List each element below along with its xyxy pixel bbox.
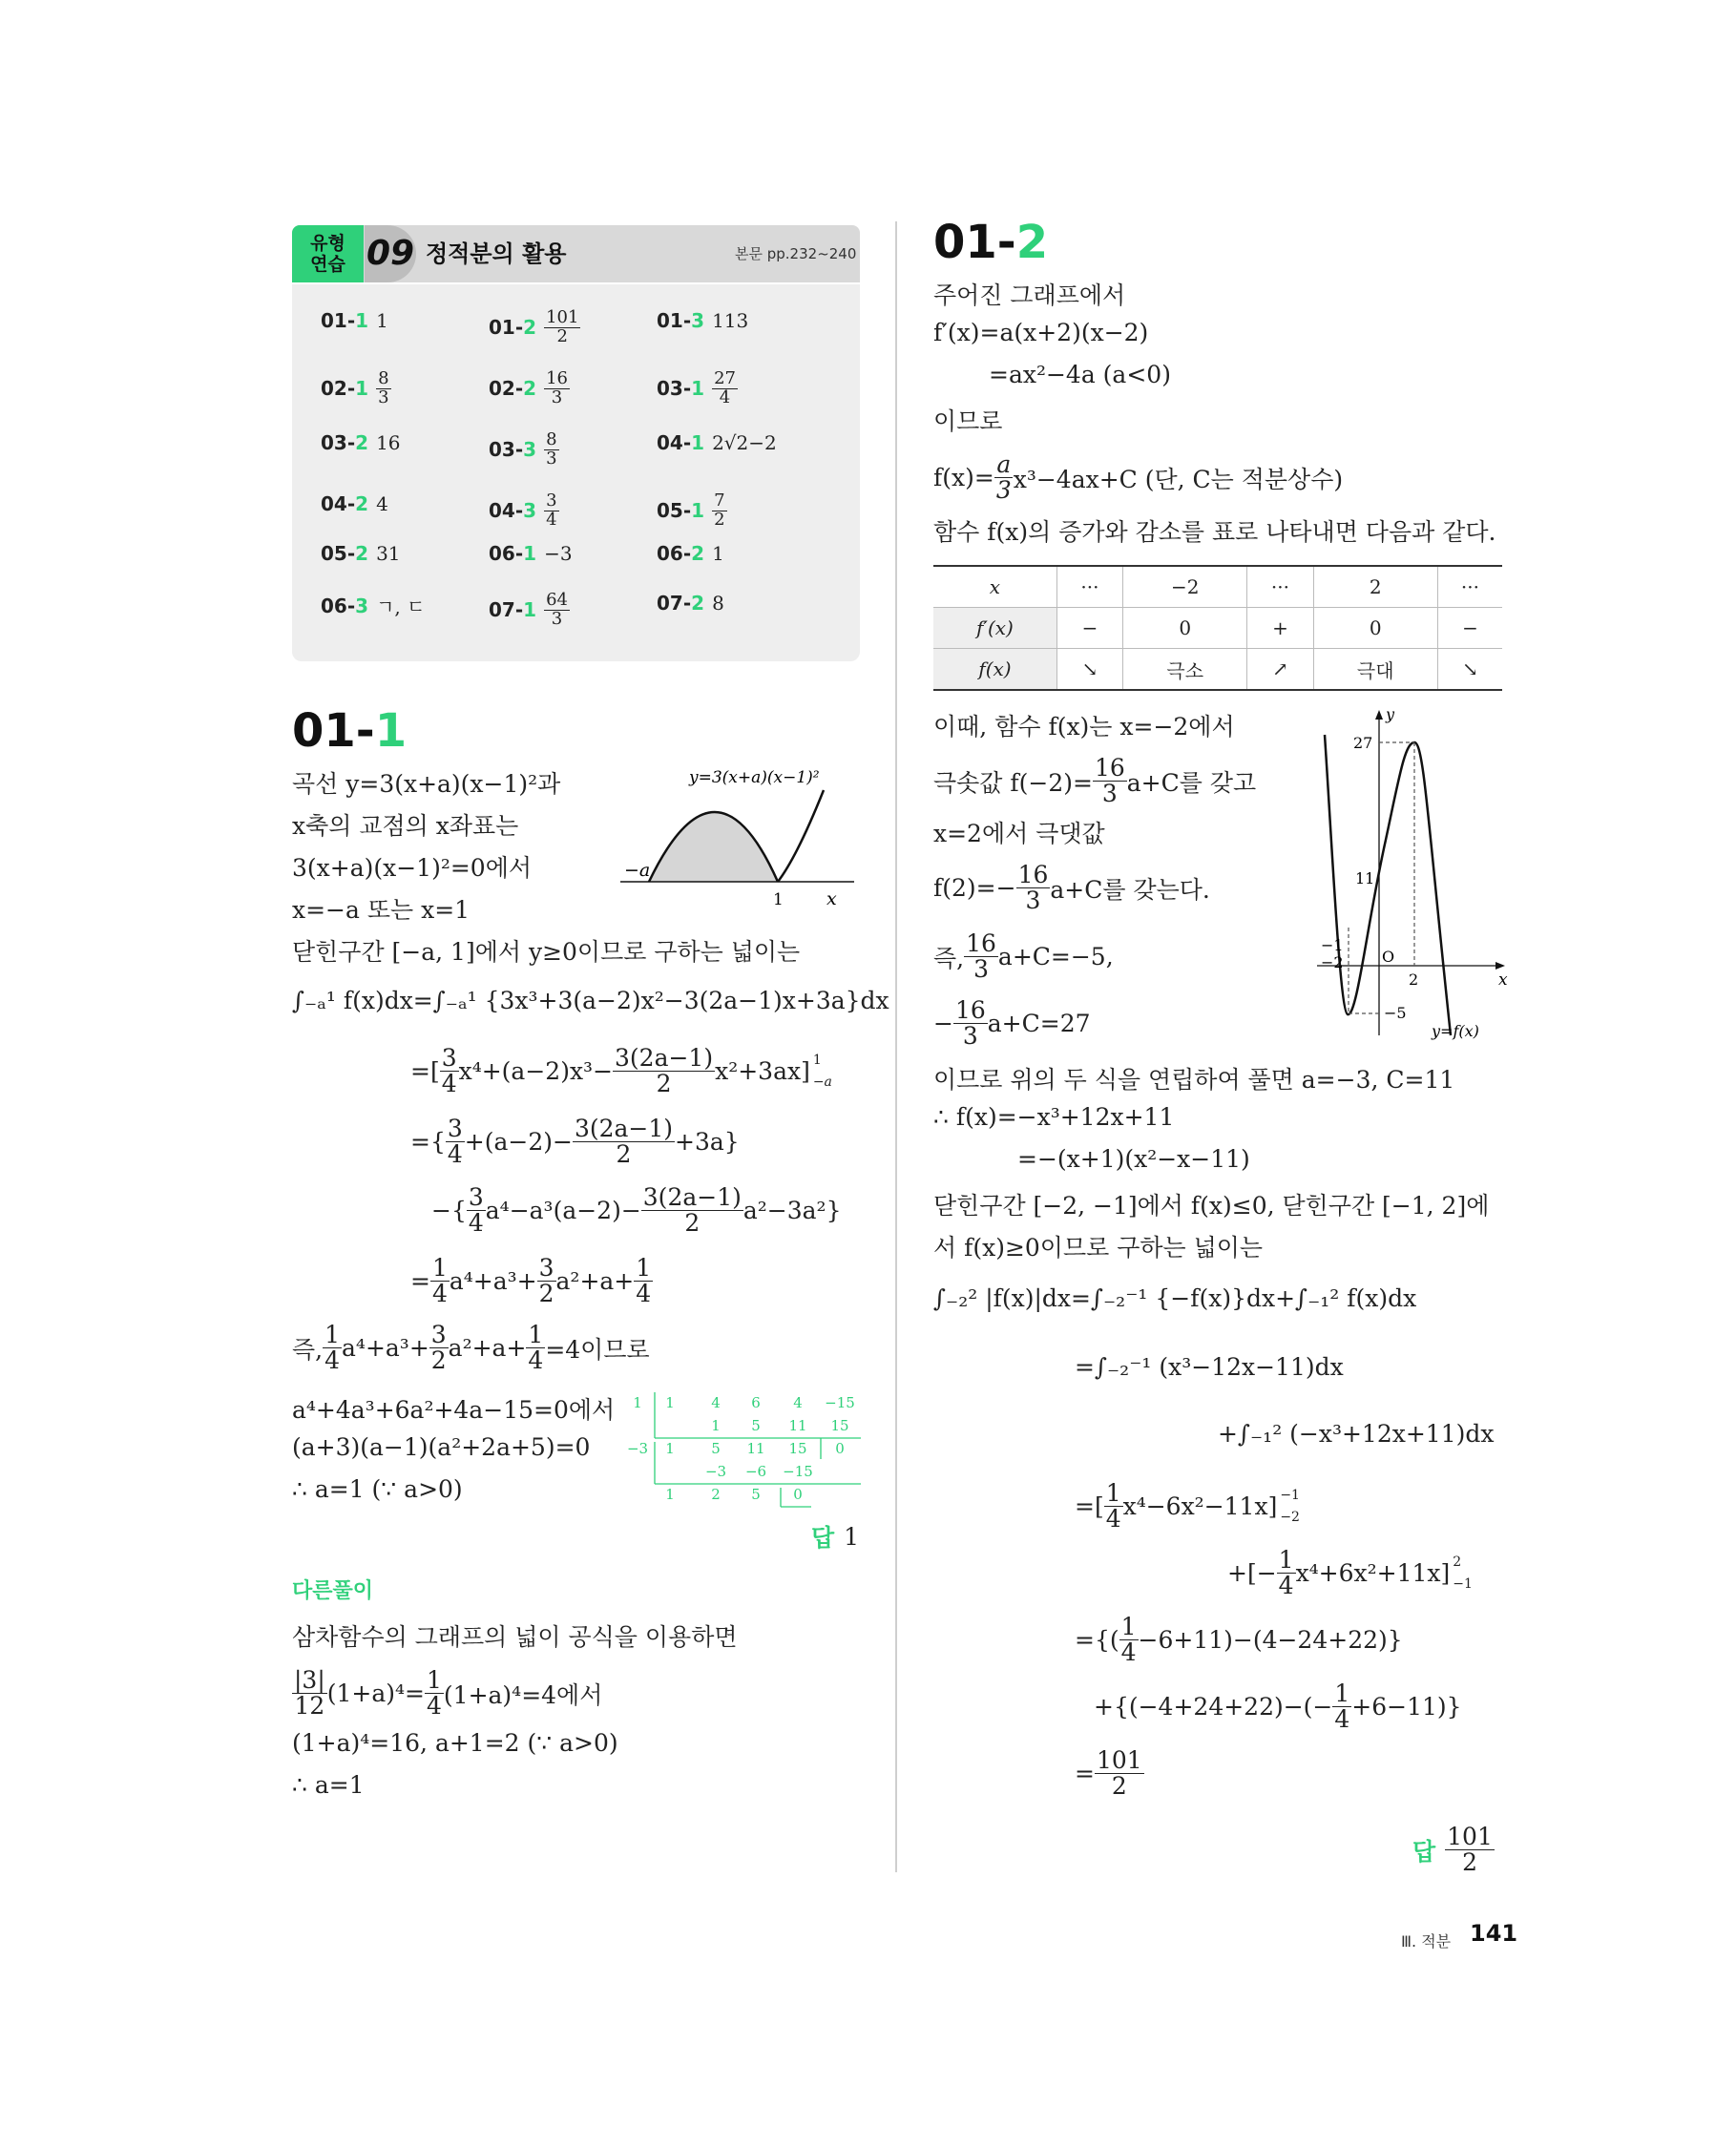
synth-value: 1 <box>665 1440 675 1457</box>
answer-label: 답 <box>1412 1837 1436 1866</box>
answer-item: 06- 1 −3 <box>489 542 573 565</box>
section-title: 정적분의 활용 <box>426 240 567 267</box>
answer-number: 06- <box>657 542 692 565</box>
left-line-9: −{ $\frac{3}{4}$ a⁴−a³(a−2)− $\frac{3(2a-1)}{2}$ a²−3a²} <box>431 1183 842 1238</box>
right-line-13: 이므로 위의 두 식을 연립하여 풀면 a=−3, C=11 <box>933 1066 1455 1094</box>
alt-line-4: ∴ a=1 <box>292 1771 365 1799</box>
answer-value: 8 <box>712 592 724 615</box>
table-row-fprime: f′(x) − 0 + 0 − <box>933 608 1502 649</box>
answer-value: −3 <box>544 542 573 565</box>
synth-value: −15 <box>783 1463 813 1480</box>
synth-value: −3 <box>704 1463 727 1480</box>
synth-value: 0 <box>793 1486 803 1503</box>
answer-value: 4 <box>376 492 388 515</box>
right-line-25: = $\frac{101}{2}$ <box>1075 1746 1142 1801</box>
alt-line-1: 삼차함수의 그래프의 넓이 공식을 이용하면 <box>292 1623 738 1651</box>
answer-number: 03- <box>321 431 356 454</box>
answer-item: 06- 2 1 <box>657 542 724 565</box>
synth-value: 5 <box>751 1486 761 1503</box>
fx-graph-11: 11 <box>1355 869 1375 887</box>
fx-graph-27: 27 <box>1353 734 1373 752</box>
right-line-21: =[ $\frac{1}{4}$ x⁴−6x²−11x] −1 −2 <box>1075 1479 1300 1534</box>
left-line-10: = $\frac{1}{4}$ a⁴+a³+ $\frac{3}{2}$ a²+a+ $\frac{1}{4}$ <box>410 1254 652 1308</box>
left-line-12: a⁴+4a³+6a²+4a−15=0에서 <box>292 1396 616 1424</box>
synth-value: 6 <box>751 1394 761 1411</box>
synth-value: 4 <box>793 1394 803 1411</box>
answer-number: 03- <box>657 377 692 401</box>
left-line-13: (a+3)(a−1)(a²+2a+5)=0 <box>292 1433 591 1461</box>
cubic-graph <box>611 762 868 914</box>
answer-item: 07- 1 $\frac{64}{3}$ <box>489 590 568 629</box>
alt-line-2: $\frac{|3|}{12}$ (1+a)⁴= $\frac{1}{4}$ (1+a)⁴=4에서 <box>294 1666 603 1721</box>
answer-item: 03- 3 $\frac{8}{3}$ <box>489 429 557 469</box>
synth-value: 1 <box>711 1417 721 1434</box>
answer-number: 06- <box>321 594 356 617</box>
answer-value: 16 <box>376 431 401 454</box>
answer-number: 01- <box>489 316 524 340</box>
left-line-6: ∫₋ₐ¹ f(x)dx=∫₋ₐ¹ {3x³+3(a−2)x²−3(2a−1)x+3a}dx <box>292 987 889 1014</box>
right-line-9: x=2에서 극댓값 <box>933 820 1105 847</box>
footer-section: Ⅲ. 적분 <box>1401 1932 1452 1951</box>
answer-item: 06- 3 ㄱ, ㄷ <box>321 592 425 619</box>
answer-number: 01- <box>657 309 692 332</box>
left-line-4: x=−a 또는 x=1 <box>292 896 471 924</box>
fx-graph-y: y <box>1386 706 1395 723</box>
right-line-2: f′(x)=a(x+2)(x−2) <box>933 319 1149 346</box>
fx-graph-label: y=f(x) <box>1432 1022 1479 1040</box>
synth-value: 4 <box>711 1394 721 1411</box>
sign-table <box>933 565 1502 691</box>
answer-item: 05- 2 31 <box>321 542 401 565</box>
answer-number: 04- <box>321 492 356 515</box>
right-line-6: 함수 f(x)의 증가와 감소를 표로 나타내면 다음과 같다. <box>933 518 1496 546</box>
answer-item: 05- 1 $\frac{7}{2}$ <box>657 490 725 530</box>
right-line-8: 극솟값 f(−2)= $\frac{16}{3}$ a+C를 갖고 <box>933 754 1257 808</box>
left-line-1: 곡선 y=3(x+a)(x−1)²과 <box>292 770 561 798</box>
left-line-7: =[ $\frac{3}{4}$ x⁴+(a−2)x³− $\frac{3(2a-1)}{2}$ x²+3ax] 1 −a <box>410 1044 832 1098</box>
right-line-22: +[− $\frac{1}{4}$ x⁴+6x²+11x] 2 −1 <box>1227 1546 1473 1600</box>
answer-number: 07- <box>489 598 524 622</box>
answer-number: 01- <box>321 309 356 332</box>
fx-graph-m5: −5 <box>1384 1004 1407 1022</box>
synth-value: 11 <box>746 1440 765 1457</box>
answer-item: 02- 2 $\frac{16}{3}$ <box>489 368 568 407</box>
answer-item: 04- 2 4 <box>321 492 388 515</box>
badge-line-2: 연습 <box>310 254 345 275</box>
problem-heading-01-2: 01-2 <box>933 216 1049 269</box>
fx-graph-2: 2 <box>1409 970 1419 989</box>
right-line-20: +∫₋₁² (−x³+12x+11)dx <box>1218 1420 1495 1448</box>
left-line-8: ={ $\frac{3}{4}$ +(a−2)− $\frac{3(2a-1)}{2}$ +3a} <box>410 1115 740 1169</box>
right-line-1: 주어진 그래프에서 <box>933 282 1126 309</box>
section-number: 09 <box>365 225 416 282</box>
answer-item: 01- 3 113 <box>657 309 749 332</box>
answer-value: 113 <box>712 309 749 332</box>
synth-value: 0 <box>835 1440 845 1457</box>
answer-number: 05- <box>657 499 692 523</box>
alt-line-3: (1+a)⁴=16, a+1=2 (∵ a>0) <box>292 1729 618 1757</box>
answer-item: 02- 1 $\frac{8}{3}$ <box>321 368 389 407</box>
answer-item: 04- 3 $\frac{3}{4}$ <box>489 490 557 530</box>
answer-number: 03- <box>489 438 524 462</box>
answer-item: 03- 1 $\frac{27}{4}$ <box>657 368 736 407</box>
answer-number: 02- <box>321 377 356 401</box>
answer-number: 06- <box>489 542 524 565</box>
answer-value: 31 <box>376 542 401 565</box>
right-answer: 답 $\frac{101}{2}$ <box>1412 1823 1493 1877</box>
synth-value: 15 <box>788 1440 807 1457</box>
graph-neg-a: −a <box>624 860 651 881</box>
graph-x: x <box>826 888 837 909</box>
left-line-11: 즉, $\frac{1}{4}$ a⁴+a³+ $\frac{3}{2}$ a²+a+ $\frac{1}{4}$ =4이므로 <box>292 1321 650 1375</box>
right-line-17: 서 f(x)≥0이므로 구하는 넓이는 <box>933 1234 1264 1262</box>
page-reference: 본문 pp.232~240 <box>735 245 857 262</box>
answer-number: 04- <box>657 431 692 454</box>
answer-label: 답 <box>811 1524 835 1552</box>
right-line-15: =−(x+1)(x²−x−11) <box>1017 1145 1250 1173</box>
synth-value: 1 <box>665 1394 675 1411</box>
answer-value: 1 <box>712 542 724 565</box>
answer-item: 01- 2 $\frac{101}{2}$ <box>489 307 579 346</box>
alternative-solution-title: 다른풀이 <box>292 1579 374 1603</box>
right-line-11: 즉, $\frac{16}{3}$ a+C=−5, <box>933 929 1114 984</box>
right-line-7: 이때, 함수 f(x)는 x=−2에서 <box>933 713 1235 741</box>
synth-value: −15 <box>825 1394 855 1411</box>
fx-graph-o: O <box>1382 948 1395 966</box>
table-row-x: x ··· −2 ··· 2 ··· <box>933 566 1502 608</box>
fx-graph-x: x <box>1498 970 1508 990</box>
right-line-18: ∫₋₂² |f(x)|dx=∫₋₂⁻¹ {−f(x)}dx+∫₋₁² f(x)dx <box>933 1284 1417 1312</box>
right-line-16: 닫힌구간 [−2, −1]에서 f(x)≤0, 닫힌구간 [−1, 2]에 <box>933 1192 1490 1220</box>
fx-graph-m2: −2 <box>1321 953 1344 971</box>
answer-number: 02- <box>489 377 524 401</box>
problem-heading-01-1: 01-1 <box>292 704 408 758</box>
answer-value: 2√2−2 <box>712 431 777 454</box>
right-line-4: 이므로 <box>933 407 1003 435</box>
right-line-10: f(2)=− $\frac{16}{3}$ a+C를 갖는다. <box>933 861 1210 915</box>
synth-value: −3 <box>626 1440 649 1457</box>
answer-item: 01- 1 1 <box>321 309 388 332</box>
graph-one: 1 <box>773 890 784 909</box>
graph-label: y=3(x+a)(x−1)² <box>689 768 820 787</box>
right-line-19: =∫₋₂⁻¹ (x³−12x−11)dx <box>1075 1353 1344 1381</box>
answer-number: 04- <box>489 499 524 523</box>
answer-item: 07- 2 8 <box>657 592 724 615</box>
left-line-5: 닫힌구간 [−a, 1]에서 y≥0이므로 구하는 넓이는 <box>292 938 801 966</box>
synth-value: −6 <box>744 1463 767 1480</box>
synth-value: 1 <box>665 1486 675 1503</box>
right-line-12: − $\frac{16}{3}$ a+C=27 <box>933 996 1091 1051</box>
right-line-23: ={( $\frac{1}{4}$ −6+11)−(4−24+22)} <box>1075 1613 1403 1667</box>
answer-number: 05- <box>321 542 356 565</box>
type-practice-badge <box>292 225 364 282</box>
right-line-14: ∴ f(x)=−x³+12x+11 <box>933 1103 1175 1131</box>
synth-value: 2 <box>711 1486 721 1503</box>
answer-number: 07- <box>657 592 692 615</box>
column-divider <box>895 221 897 1872</box>
right-line-5: f(x)= $\frac{a}{3}$ x³−4ax+C (단, C는 적분상수) <box>933 450 1344 505</box>
badge-line-1: 유형 <box>310 233 345 254</box>
left-line-14: ∴ a=1 (∵ a>0) <box>292 1475 463 1503</box>
left-line-3: 3(x+a)(x−1)²=0에서 <box>292 854 532 882</box>
answer-value: ㄱ, ㄷ <box>376 595 426 618</box>
left-answer: 답 1 <box>811 1519 859 1554</box>
page-number: 141 <box>1470 1920 1518 1947</box>
synth-value: 15 <box>830 1417 849 1434</box>
synth-value: 11 <box>788 1417 807 1434</box>
table-row-f: f(x) ↘ 극소 ↗ 극대 ↘ <box>933 649 1502 691</box>
answer-item: 03- 2 16 <box>321 431 401 454</box>
fx-graph <box>1307 706 1517 1040</box>
synth-value: 5 <box>711 1440 721 1457</box>
fx-graph-m1: −1 <box>1321 936 1344 954</box>
right-line-24: +{(−4+24+22)−(− $\frac{1}{4}$ +6−11)} <box>1094 1680 1462 1734</box>
answer-value: 1 <box>376 309 388 332</box>
synth-value: 5 <box>751 1417 761 1434</box>
right-line-3: =ax²−4a (a<0) <box>989 361 1171 388</box>
answer-item: 04- 1 2√2−2 <box>657 431 777 454</box>
left-line-2: x축의 교점의 x좌표는 <box>292 812 519 840</box>
synth-value: 1 <box>633 1394 642 1411</box>
synthetic-division <box>620 1388 864 1513</box>
